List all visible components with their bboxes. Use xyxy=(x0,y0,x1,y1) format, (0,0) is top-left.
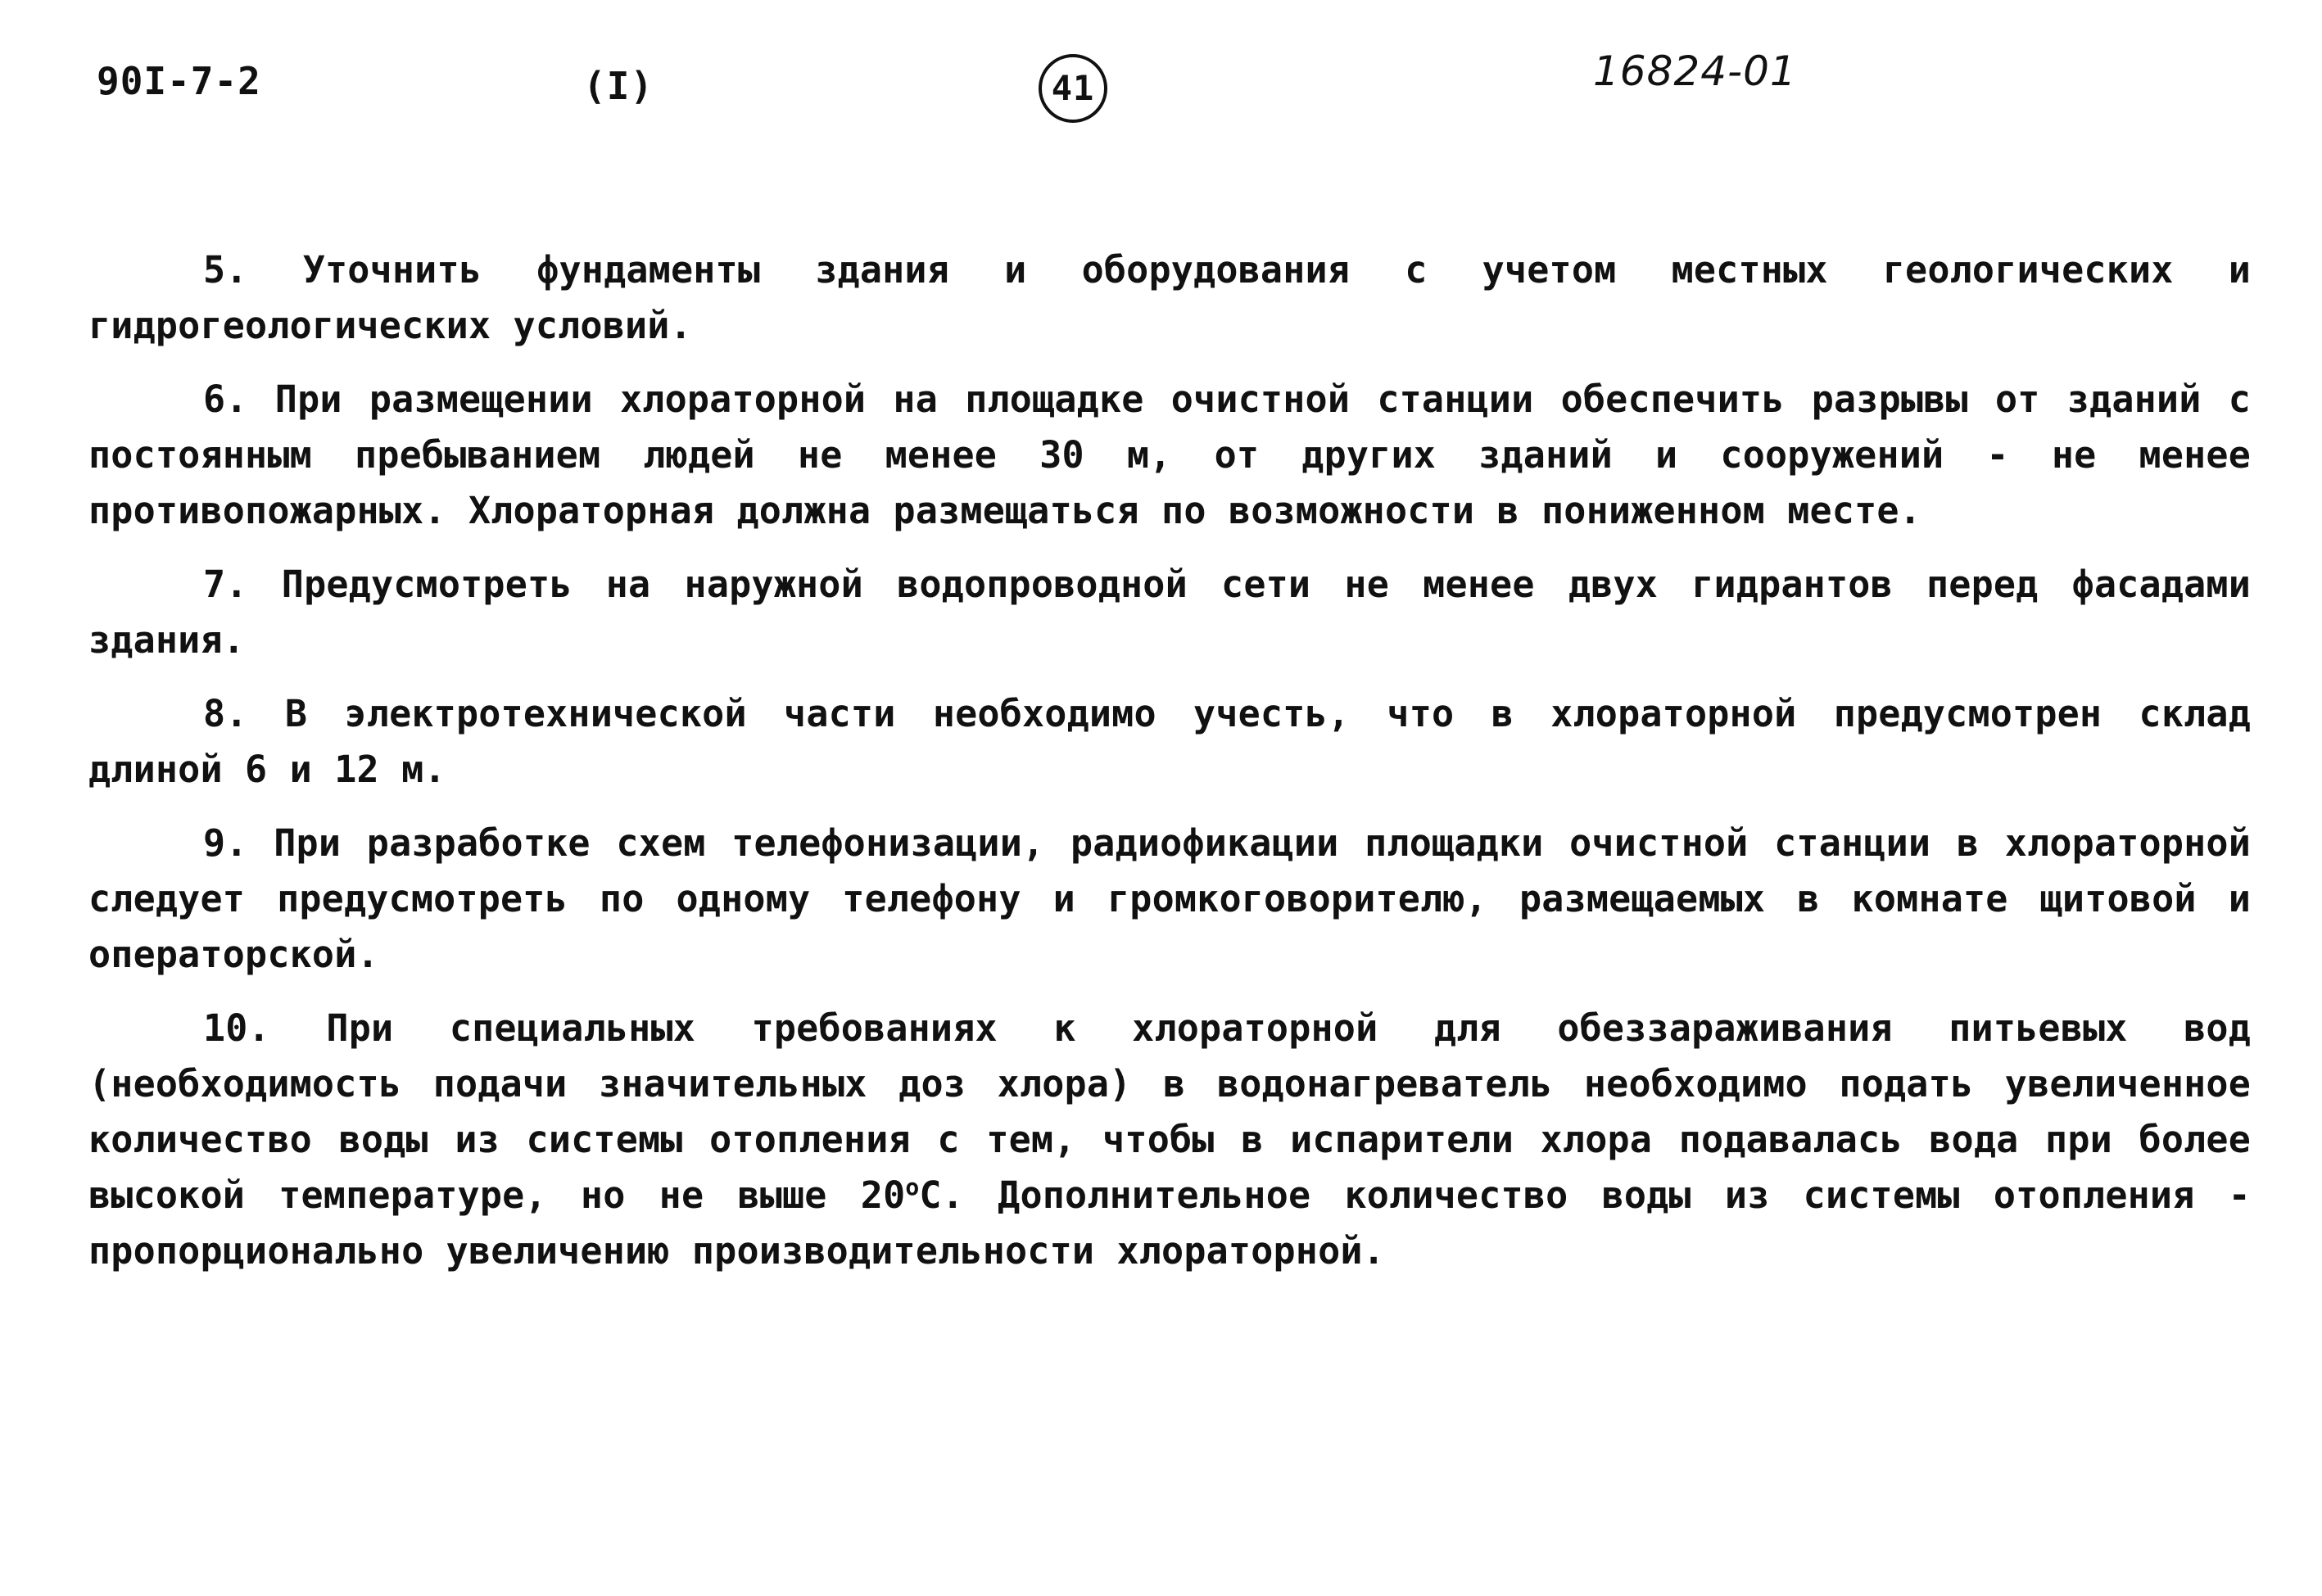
paragraph-7: 7. Предусмотреть на наружной водопроводной сети не менее двух гидрантов перед фасадами здания. xyxy=(88,563,2251,662)
paragraph-9: 9. При разработке схем телефонизации, радиофикации площадки очистной станции в хлораторной следует предусмотреть по одному телефону и громкоговорителю, размещаемых в комнате щитовой и операторской. xyxy=(88,821,2251,976)
paragraph-10-text-before: 10. При специальных требованиях к хлораторной для обеззараживания питьевых вод (необходимость подачи значительных доз хлора) в водонагреватель необходимо подать увеличенное количество воды из системы отопления с тем, чтобы в испарители хлора подавалась вода при более высокой температуре, но не выше 20 xyxy=(88,1006,2251,1217)
paragraph-10 xyxy=(88,1001,2251,1279)
page-number: 41 xyxy=(1039,54,1107,123)
document-part: (I) xyxy=(583,64,654,108)
degree-sign: о xyxy=(905,1173,920,1200)
paragraph-6: 6. При размещении хлораторной на площадке очистной станции обеспечить разрывы от зданий с постоянным пребыванием людей не менее 30 м, от других зданий и сооружений - не менее противопожарных. Хлораторная должна размещаться по возможности в пониженном месте. xyxy=(88,378,2251,532)
document-code: 90I-7-2 xyxy=(97,59,261,103)
paragraph-5: 5. Уточнить фундаменты здания и оборудования с учетом местных геологических и гидрогеологических условий. xyxy=(88,248,2251,347)
paragraph-10-text-after: С. Дополнительное количество воды из системы отопления - пропорционально увеличению производительности хлораторной. xyxy=(88,1173,2251,1273)
paragraph-8: 8. В электротехнической части необходимо учесть, что в хлораторной предусмотрен склад длиной 6 и 12 м. xyxy=(88,692,2251,791)
document-body xyxy=(88,242,2251,1297)
inventory-number: 16824-01 xyxy=(1593,47,1797,95)
